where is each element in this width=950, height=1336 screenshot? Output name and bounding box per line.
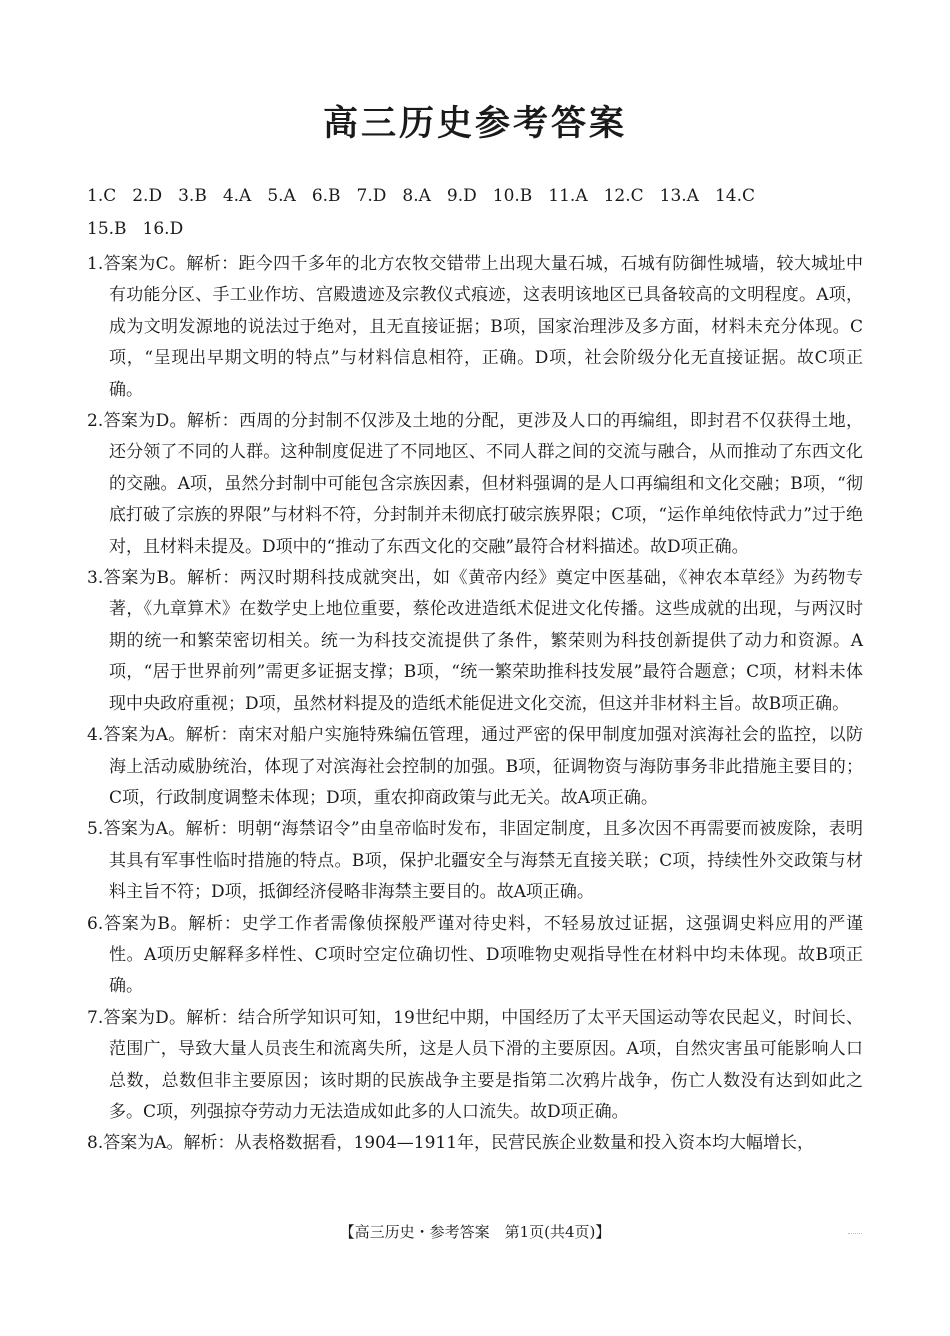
answer-item: 12.C [603, 186, 644, 206]
answer-key-line-2 [87, 213, 873, 246]
answer-item: 16.D [142, 219, 184, 239]
explanation-8: 8.答案为A。解析：从表格数据看，1904—1911年，民营民族企业数量和投入资本均大幅增长， [87, 1133, 815, 1154]
explanation-2: 2.答案为D。解析：西周的分封制不仅涉及土地的分配，更涉及人口的再编组，即封君不仅获得土地，还分领了不同的人群。这种制度促进了不同地区、不同人群之间的交流与融合，从而推动了东西文化的交融。A项，虽然分封制中可能包含宗族因素，但材料强调的是人口再编组和文化交融；B项，“彻底打破了宗族的界限”与材料不符，分封制并未彻底打破宗族界限；C项，“运作单纯依恃武力”过于绝对，且材料未提及。D项中的“推动了东西文化的交融”最符合材料描述。故D项正确。 [87, 411, 863, 557]
footer-mark [848, 1230, 862, 1234]
page-title: 高三历史参考答案 [322, 104, 627, 144]
answer-item: 9.D [446, 186, 477, 206]
answer-item: 15.B [87, 219, 127, 239]
explanation-5: 5.答案为A。解析：明朝“海禁诏令”由皇帝临时发布，非固定制度，且多次因不再需要而被废除，表明其具有军事性临时措施的特点。B项，保护北疆安全与海禁无直接关联；C项，持续性外交政策与材料主旨不符；D项，抵御经济侵略非海禁主要目的。故A项正确。 [87, 819, 863, 903]
explanation-4: 4.答案为A。解析：南宋对船户实施特殊编伍管理，通过严密的保甲制度加强对滨海社会的监控，以防海上活动威胁统治，体现了对滨海社会控制的加强。B项，征调物资与海防事务非此措施主要目的；C项，行政制度调整未体现；D项，重农抑商政策与此无关。故A项正确。 [87, 725, 863, 808]
answer-item: 7.D [356, 186, 387, 206]
page-footer: 【高三历史・参考答案 第1页(共4页)】 [339, 1223, 611, 1241]
answer-item: 5.A [267, 186, 296, 206]
explanation-3: 3.答案为B。解析：两汉时期科技成就突出，如《黄帝内经》奠定中医基础，《神农本草经》为药物专著，《九章算术》在数学史上地位重要，蔡伦改进造纸术促进文化传播。这些成就的出现，与两汉时期的统一和繁荣密切相关。统一为科技交流提供了条件，繁荣则为科技创新提供了动力和资源。A项，“居于世界前列”需更多证据支撑；B项，“统一繁荣助推科技发展”最符合题意；C项，材料未体现中央政府重视；D项，虽然材料提及的造纸术能促进文化交流，但这并非材料主旨。故B项正确。 [87, 568, 863, 714]
explanation-1: 1.答案为C。解析：距今四千多年的北方农牧交错带上出现大量石城，石城有防御性城墙，较大城址中有功能分区、手工业作坊、宫殿遗迹及宗教仪式痕迹，这表明该地区已具备较高的文明程度。A项，成为文明发源地的说法过于绝对，且无直接证据；B项，国家治理涉及多方面，材料未充分体现。C项，“呈现出早期文明的特点”与材料信息相符，正确。D项，社会阶级分化无直接证据。故C项正确。 [87, 254, 863, 400]
explanations-list [87, 249, 863, 1160]
answer-item: 8.A [402, 186, 431, 206]
answer-key-line-1 [87, 180, 873, 213]
answer-key [87, 180, 873, 246]
answer-item: 6.B [311, 186, 341, 206]
answer-item: 11.A [548, 186, 588, 206]
answer-item: 4.A [222, 186, 252, 206]
answer-item: 1.C [87, 186, 117, 206]
answer-item: 13.A [659, 186, 699, 206]
answer-item: 10.B [492, 186, 533, 206]
answer-item: 3.B [178, 186, 207, 206]
answer-item: 2.D [132, 186, 163, 206]
explanation-6: 6.答案为B。解析：史学工作者需像侦探般严谨对待史料，不轻易放过证据，这强调史料应用的严谨性。A项历史解释多样性、C项时空定位确切性、D项唯物史观指导性在材料中均未体现。故B项正确。 [87, 913, 863, 997]
answer-item: 14.C [714, 186, 755, 206]
explanation-7: 7.答案为D。解析：结合所学知识可知，19世纪中期，中国经历了太平天国运动等农民起义，时间长、范围广，导致大量人员丧生和流离失所，这是人员下滑的主要原因。A项，自然灾害虽可能影响人口总数，总数但非主要原因；该时期的民族战争主要是指第二次鸦片战争，伤亡人数没有达到如此之多。C项，列强掠夺劳动力无法造成如此多的人口流失。故D项正确。 [87, 1007, 863, 1122]
